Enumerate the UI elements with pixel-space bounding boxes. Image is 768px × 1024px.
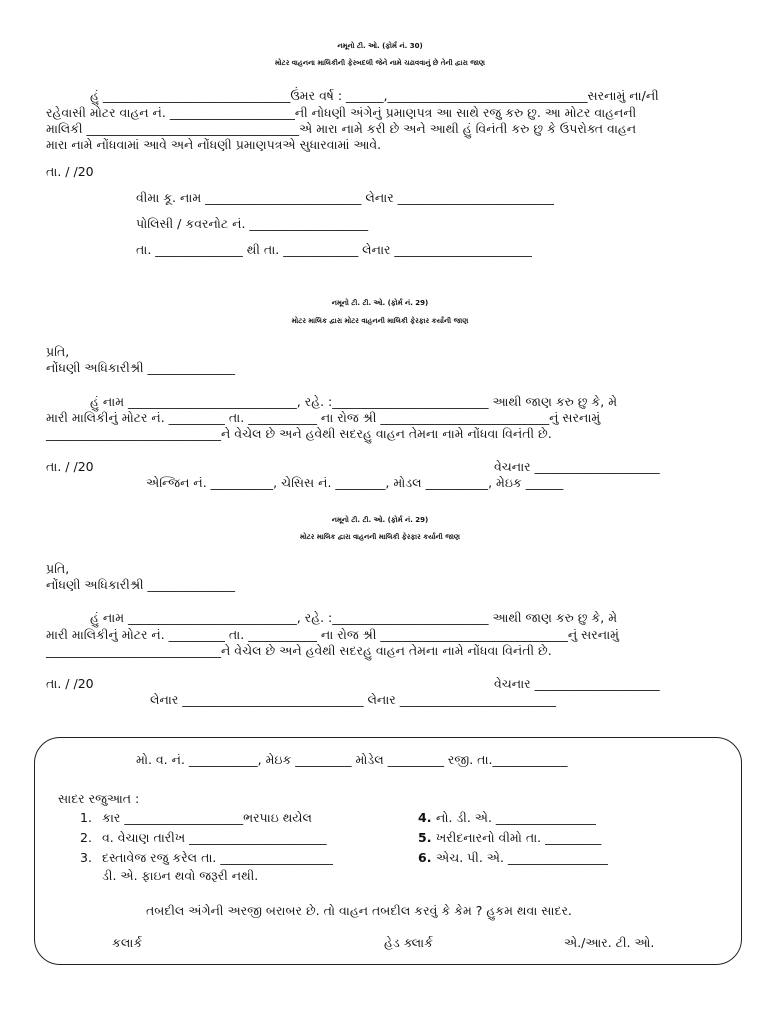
office-item-num: 3.: [80, 850, 92, 865]
form29a-seller: વેચનાર ____________________: [494, 459, 660, 474]
form29a-officer: નોંધણી અધિકારીશ્રી ______________: [46, 360, 236, 375]
form30-date: તા. / /20: [46, 164, 94, 179]
form30-para-line3: માલિકી __________________________________એ મારા નામે કરી છે અને આથી હું વિનંતી કરુ છુ કે ઉપરોક્ત વાહન: [46, 121, 637, 136]
form29b-date: તા. / /20: [46, 676, 94, 691]
office-item-text: નો. ડી. એ. ________________: [436, 810, 596, 825]
form29b-title: નમૂનો ટી. ટી. ઓ. (ફોર્મ નં. 29): [331, 516, 429, 524]
form29a-prati: પ્રતિ,: [46, 344, 70, 359]
signature-arto: એ./આર. ટી. ઓ.: [564, 935, 655, 950]
form29a-engine-details: એન્જિન નં. __________, ચેસિસ નં. ________, મોડલ __________, મેઇક ______: [146, 475, 564, 490]
office-item-text: વ. વેચાણ તારીખ ______________________: [102, 830, 327, 845]
form29b-para-line3: ____________________________ને વેચેલ છે અને હવેથી સદરહુ વાહન તેમના નામે નોંધવા વિનંતી છે.: [46, 643, 552, 658]
office-item-num: 5.: [418, 830, 432, 845]
form29b-para-line2: મારી માલિકીનું મોટર નં. _________ તા. ___________ ના રોજ શ્રી ______________________________નું સરનામું: [46, 627, 619, 642]
signature-clerk: કલાર્ક: [112, 935, 143, 950]
office-vehicle-line: મો. વ. નં. ___________, મેઇક _________ મોડેલ _________ રજી. તા.____________: [136, 752, 568, 767]
form29a-subtitle: મોટર માલિક દ્વારા મોટર વાહનની માલિકી ફેરફાર કર્યાની જાણ: [291, 317, 469, 325]
form29b-buyer-line: લેનાર _____________________________ લેનાર _________________________: [150, 692, 556, 707]
form29a-para-line3: ____________________________ને વેચેલ છે અને હવેથી સદરહુ વાહન તેમના નામે નોંધવા વિનંતી છે.: [46, 426, 552, 441]
office-item-num: 2.: [80, 830, 92, 845]
office-item-text: દસ્તાવેજ રજુ કરેલ તા. __________________: [102, 850, 333, 865]
form29a-date: તા. / /20: [46, 459, 94, 474]
form30-subtitle: મોટર વાહનના માલિકીની ફેરબદલી જેને નામે ચઢાવવાનું છે તેની દ્વારા જાણ: [274, 59, 485, 67]
office-heading: સાદર રજુઆત :: [58, 791, 140, 806]
form30-para-line2: રહેવાસી મોટર વાહન નં. ____________________ની નોધણી અંગેનું પ્રમાણપત્ર આ સાથે રજુ કરુ છુ. આ મોટર વાહનની: [46, 105, 637, 120]
form29b-officer: નોંધણી અધિકારીશ્રી ______________: [46, 577, 236, 592]
signature-head-clerk: હેડ ક્લાર્ક: [384, 935, 433, 950]
office-item-num: 4.: [418, 810, 432, 825]
office-item-text: કાર ___________________ભરપાઇ થયેલ: [102, 810, 312, 825]
office-conclusion: તબદીલ અંગેની અરજી બરાબર છે. તો વાહન તબદીલ કરવું કે કેમ ? હુકમ થવા સાદર.: [146, 903, 572, 918]
form30-para-line1: હું ______________________________ઉંમર વર્ષ : ______,________________________________સરનામું ના/ની: [90, 88, 659, 103]
form29b-para-line1: હું નામ ___________________________, રહે. :_________________________ આથી જાણ કરુ છુ કે, મે: [90, 610, 618, 625]
form29b-subtitle: મોટર માલિક દ્વારા વાહનની માલિકી ફેરફાર કર્યાની જાણ: [300, 533, 460, 541]
form29a-title: નમૂનો ટી. ટી. ઓ. (ફોર્મ નં. 29): [331, 299, 429, 307]
office-item-text: ખરીદનારનો વીમો તા. _________: [436, 830, 602, 845]
form30-insurance-period: તા. ______________ થી તા. ____________ લેનાર ______________________: [136, 242, 532, 257]
form30-title: નમૂનો ટી. ઓ. (ફોર્મ નં. 30): [337, 42, 423, 50]
form30-para-line4: મારા નામે નોંધવામાં આવે અને નોંધણી પ્રમાણપત્રએ સુધારવામાં આવે.: [46, 137, 382, 152]
form30-insurance-company: વીમા કૂ. નામ _________________________ લેનાર _________________________: [136, 190, 554, 205]
office-item-num: 6.: [418, 850, 432, 865]
form29a-para-line1: હું નામ ___________________________, રહે. :_________________________ આથી જાણ કરુ છુ કે, મે: [90, 394, 618, 409]
form30-policy-number: પોલિસી / કવરનોટ નં. ___________________: [136, 216, 369, 231]
form29a-para-line2: મારી માલિકીનું મોટર નં. _________ તા. ___________ ના રોજ શ્રી ___________________________નું સરનામું: [46, 410, 601, 425]
office-item-num: 1.: [80, 810, 92, 825]
office-item-text: એચ. પી. એ. ________________: [436, 850, 608, 865]
form29b-seller: વેચનાર ____________________: [494, 676, 660, 691]
office-item3-extra: ડી. એ. ફાઇન થવો જરૂરી નથી.: [102, 868, 259, 883]
form29b-prati: પ્રતિ,: [46, 561, 70, 576]
